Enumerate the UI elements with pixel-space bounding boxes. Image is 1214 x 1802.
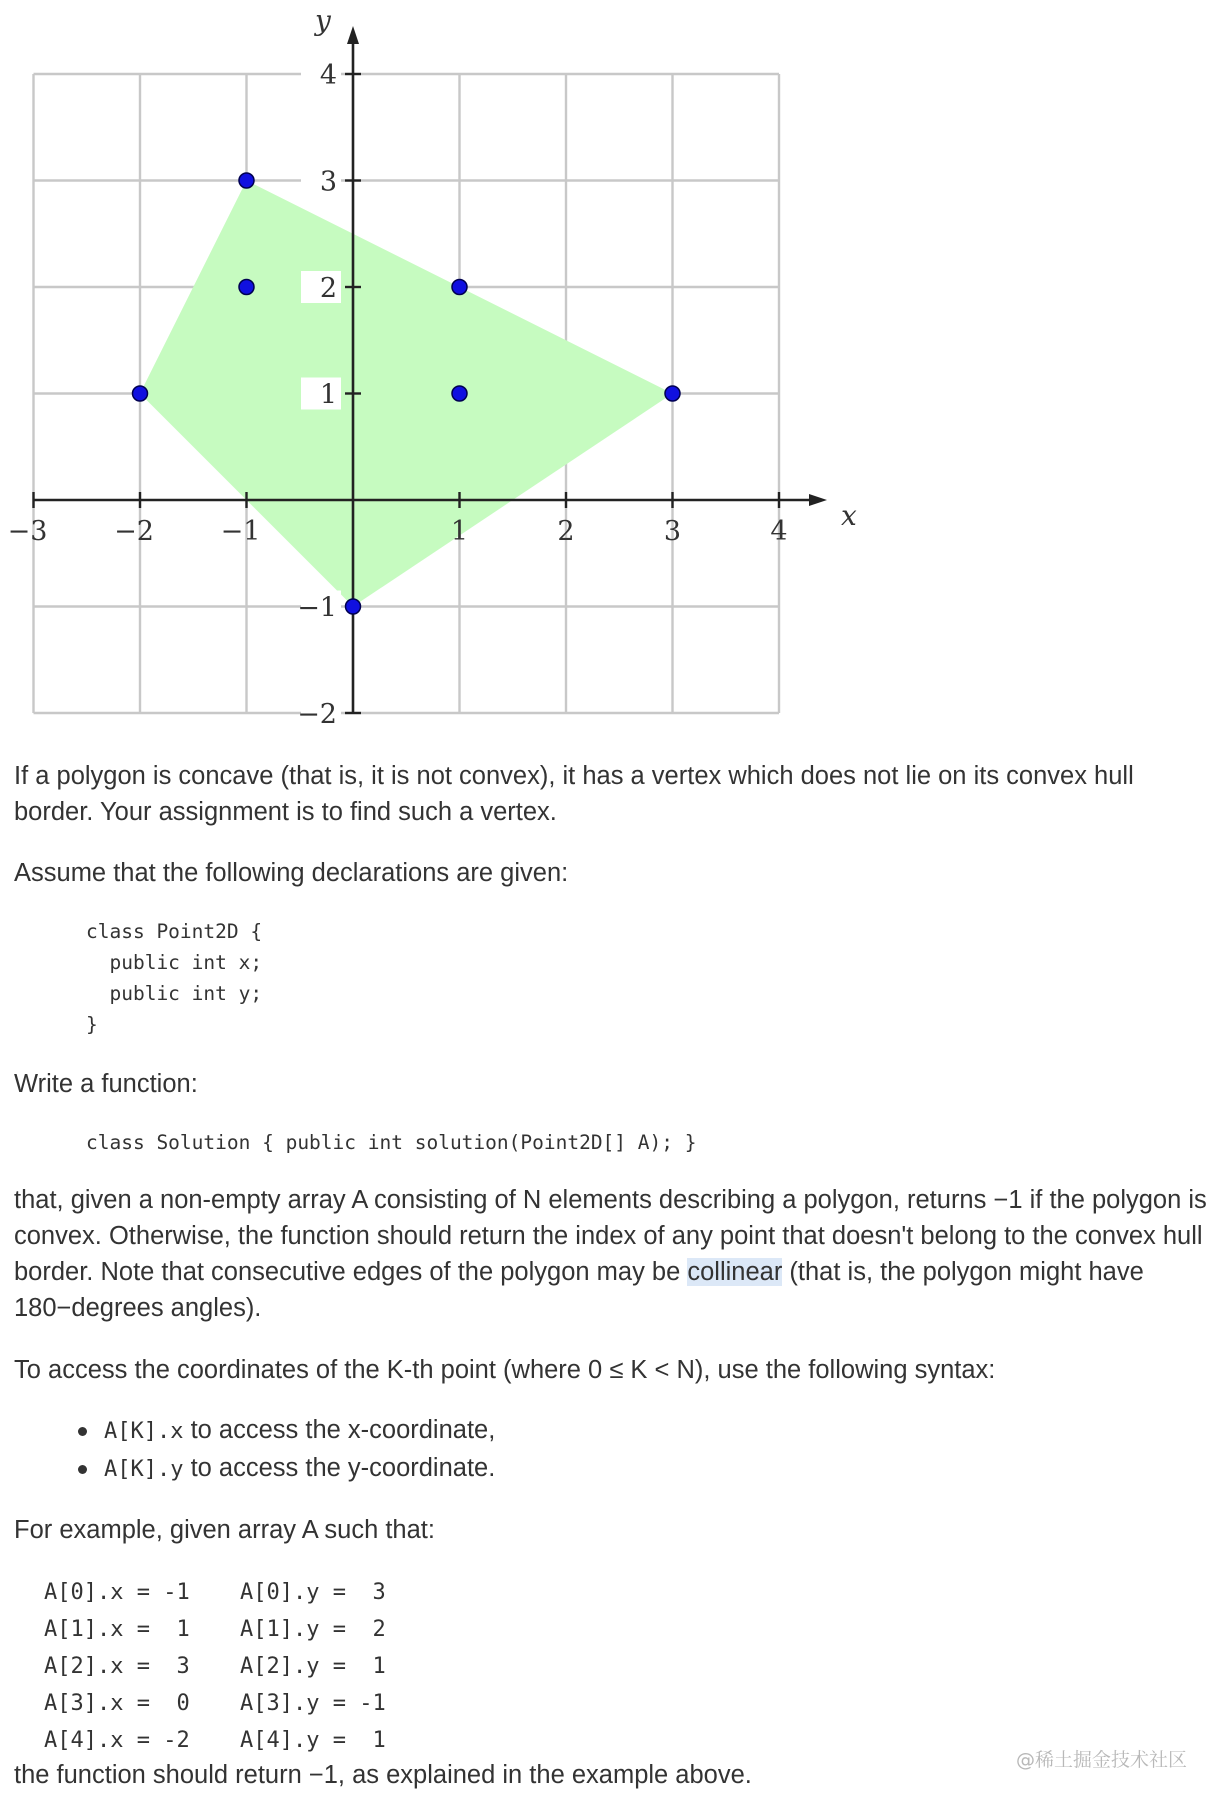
code-point2d: class Point2D { public int x; public int y; } bbox=[86, 920, 263, 1036]
table-row bbox=[44, 1648, 386, 1685]
paragraph-access: To access the coordinates of the K-th point (where 0 ≤ K < N), use the following syntax: bbox=[14, 1356, 996, 1384]
table-row bbox=[44, 1611, 386, 1648]
paragraph-description bbox=[14, 1182, 1210, 1326]
convex-hull-figure bbox=[7, 4, 857, 730]
example-x-cell: A[1].x = 1 bbox=[44, 1617, 190, 1642]
y-tick-label: 1 bbox=[319, 379, 337, 411]
example-x-cell: A[2].x = 3 bbox=[44, 1654, 190, 1679]
data-point bbox=[346, 599, 361, 614]
y-tick-label: 3 bbox=[319, 166, 337, 198]
y-tick-label: −1 bbox=[297, 592, 337, 624]
inline-code-x: A[K].x bbox=[104, 1419, 184, 1444]
paragraph-declarations: Assume that the following declarations are given: bbox=[14, 859, 569, 887]
example-y-cell: A[2].y = 1 bbox=[240, 1654, 386, 1679]
paragraph-result: the function should return −1, as explained in the example above. bbox=[14, 1761, 752, 1789]
x-axis-label: x bbox=[841, 499, 857, 532]
data-point bbox=[239, 280, 254, 295]
description-part-1: that, given a non-empty array A consisting of N elements describing a polygon, returns −1 if the polygon is convex. Otherwise, the function should return the index of any point that doesn't belong to the convex hull border. Note that consecutive edges of the polygon may be bbox=[14, 1186, 1207, 1286]
data-point bbox=[133, 386, 148, 401]
paragraph-example-intro: For example, given array A such that: bbox=[14, 1516, 435, 1544]
highlighted-word: collinear bbox=[687, 1258, 783, 1286]
x-tick-label: −3 bbox=[7, 516, 48, 547]
example-y-cell: A[1].y = 2 bbox=[240, 1617, 386, 1642]
data-point bbox=[239, 173, 254, 188]
data-point bbox=[452, 280, 467, 295]
example-array bbox=[44, 1574, 386, 1759]
watermark: @稀土掘金技术社区 bbox=[1016, 1749, 1188, 1771]
data-point bbox=[452, 386, 467, 401]
data-point bbox=[665, 386, 680, 401]
y-tick-label: 2 bbox=[319, 273, 337, 304]
code-solution-signature: class Solution { public int solution(Point2D[] A); } bbox=[86, 1131, 697, 1154]
x-tick-label: 2 bbox=[557, 516, 575, 547]
example-x-cell: A[0].x = -1 bbox=[44, 1580, 190, 1605]
example-y-cell: A[0].y = 3 bbox=[240, 1580, 386, 1605]
x-tick-label: 3 bbox=[663, 516, 682, 547]
x-tick-label: 4 bbox=[770, 516, 788, 547]
table-row bbox=[44, 1685, 386, 1722]
x-tick-label: −2 bbox=[114, 516, 154, 547]
x-tick-label: −1 bbox=[220, 516, 261, 547]
paragraph-concave: If a polygon is concave (that is, it is not convex), it has a vertex which does not lie on its convex hull border. Your assignment is to find such a vertex. bbox=[14, 762, 1134, 826]
list-item bbox=[70, 1450, 495, 1488]
inline-code-y: A[K].y bbox=[104, 1457, 184, 1482]
example-x-cell: A[3].x = 0 bbox=[44, 1691, 190, 1716]
y-tick-label: 4 bbox=[319, 60, 337, 91]
table-row bbox=[44, 1574, 386, 1611]
example-x-cell: A[4].x = -2 bbox=[44, 1728, 190, 1753]
y-axis-label: y bbox=[315, 4, 331, 37]
list-item bbox=[70, 1412, 495, 1450]
description-part-2: (that is, the polygon might have 180−degrees angles). bbox=[14, 1258, 1144, 1322]
paragraph-write-function: Write a function: bbox=[14, 1070, 198, 1098]
access-syntax-list bbox=[70, 1412, 495, 1488]
table-row bbox=[44, 1722, 386, 1759]
example-y-cell: A[4].y = 1 bbox=[240, 1728, 386, 1753]
x-tick-label: 1 bbox=[450, 516, 469, 547]
list-item-text: to access the y-coordinate. bbox=[183, 1454, 496, 1482]
y-tick-label: −2 bbox=[297, 699, 337, 730]
list-item-text: to access the x-coordinate, bbox=[183, 1416, 496, 1444]
example-y-cell: A[3].y = -1 bbox=[240, 1691, 386, 1716]
